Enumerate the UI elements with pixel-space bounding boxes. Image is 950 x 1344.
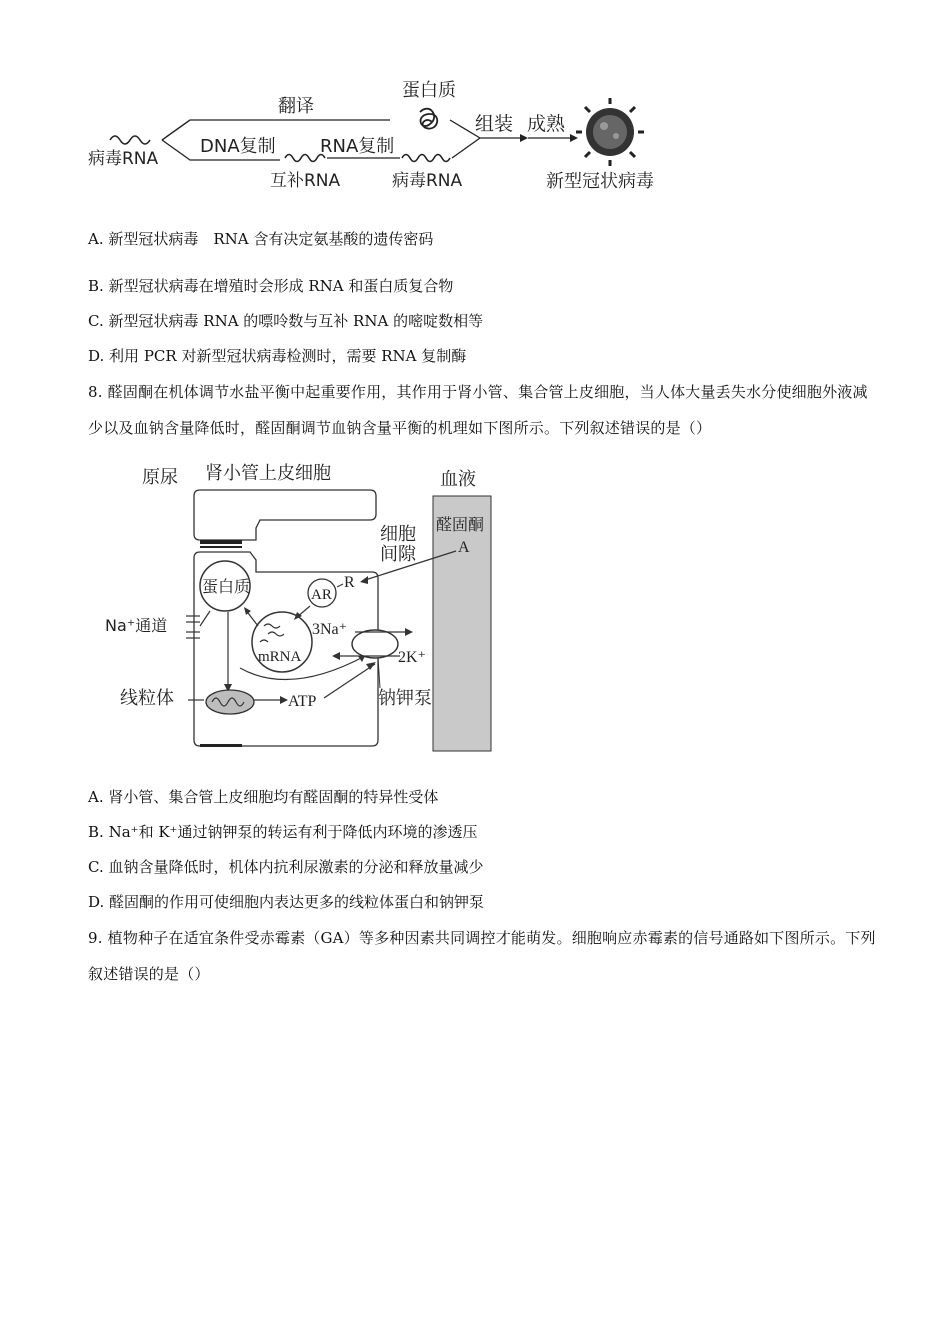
mrna-label: mRNA bbox=[258, 649, 302, 665]
q7-option-d: D. 利用 PCR 对新型冠状病毒检测时，需要 RNA 复制酶 bbox=[88, 347, 467, 365]
ar-label: AR bbox=[311, 587, 332, 603]
maturation-label: 成熟 bbox=[527, 113, 566, 135]
translation-label: 翻译 bbox=[278, 96, 314, 117]
assembly-label: 组装 bbox=[475, 113, 514, 135]
atp-label: ATP bbox=[288, 693, 317, 710]
q7-option-b: B. 新型冠状病毒在增殖时会形成 RNA 和蛋白质复合物 bbox=[88, 277, 454, 295]
a-label: A bbox=[458, 539, 470, 556]
virus-rna-left-squiggle bbox=[110, 136, 150, 144]
q8-option-a: A. 肾小管、集合管上皮细胞均有醛固酮的特异性受体 bbox=[88, 788, 439, 806]
protein-icon bbox=[420, 109, 437, 129]
complement-rna-label: 互补RNA bbox=[270, 171, 341, 191]
pump-label: 钠钾泵 bbox=[378, 688, 432, 709]
blood-column bbox=[433, 496, 491, 751]
q7-option-a: A. 新型冠状病毒 RNA 含有决定氨基酸的遗传密码 bbox=[88, 230, 434, 248]
tubule-cell-label: 肾小管上皮细胞 bbox=[205, 463, 331, 484]
pump-icon bbox=[352, 630, 398, 658]
rna-replication-label: RNA复制 bbox=[320, 136, 395, 157]
intercellular-label-1: 细胞 bbox=[380, 524, 416, 545]
raw-urine-label: 原尿 bbox=[142, 467, 178, 488]
q8-option-c: C. 血钠含量降低时，机体内抗利尿激素的分泌和释放量减少 bbox=[88, 858, 484, 876]
virus-rna-right-squiggle bbox=[402, 155, 450, 162]
dna-replication-label: DNA复制 bbox=[200, 136, 276, 157]
q8-option-d: D. 醛固酮的作用可使细胞内表达更多的线粒体蛋白和钠钾泵 bbox=[88, 893, 485, 911]
q7-option-c: C. 新型冠状病毒 RNA 的嘌呤数与互补 RNA 的嘧啶数相等 bbox=[88, 312, 484, 330]
blood-label: 血液 bbox=[440, 469, 476, 490]
virus-replication-diagram bbox=[80, 70, 700, 200]
protein-label: 蛋白质 bbox=[402, 80, 456, 101]
virus-rna-left-label: 病毒RNA bbox=[88, 149, 159, 169]
k2-label: 2K⁺ bbox=[398, 649, 426, 666]
upper-cell bbox=[194, 490, 376, 540]
q9-stem: 9. 植物种子在适宜条件受赤霉素（GA）等多种因素共同调控才能萌发。细胞响应赤霉素的信号通路如下图所示。下列叙述错误的是（） bbox=[88, 929, 876, 983]
q8-option-b: B. Na⁺和 K⁺通过钠钾泵的转运有利于降低内环境的渗透压 bbox=[88, 823, 478, 841]
virus-rna-right-label: 病毒RNA bbox=[392, 171, 463, 191]
new-coronavirus-label: 新型冠状病毒 bbox=[546, 171, 654, 192]
intercellular-label-2: 间隙 bbox=[380, 544, 416, 565]
aldosterone-label: 醛固酮 bbox=[436, 515, 485, 534]
protein-circle-label: 蛋白质 bbox=[202, 577, 251, 596]
q8-stem: 8. 醛固酮在机体调节水盐平衡中起重要作用，其作用于肾小管、集合管上皮细胞，当人体大量丢失水分使细胞外液减少以及血钠含量降低时，醛固酮调节血钠含量平衡的机理如下图所示。下列叙述错误的是（） bbox=[88, 383, 868, 437]
mitochondria-icon bbox=[206, 690, 254, 714]
coronavirus-icon bbox=[576, 98, 644, 166]
r-label: R bbox=[344, 574, 355, 591]
na-channel-label: Na⁺通道 bbox=[105, 616, 168, 635]
na3-label: 3Na⁺ bbox=[312, 621, 348, 638]
complement-rna-squiggle bbox=[285, 155, 325, 162]
aldosterone-diagram bbox=[100, 456, 510, 756]
mitochondria-label: 线粒体 bbox=[120, 688, 174, 709]
